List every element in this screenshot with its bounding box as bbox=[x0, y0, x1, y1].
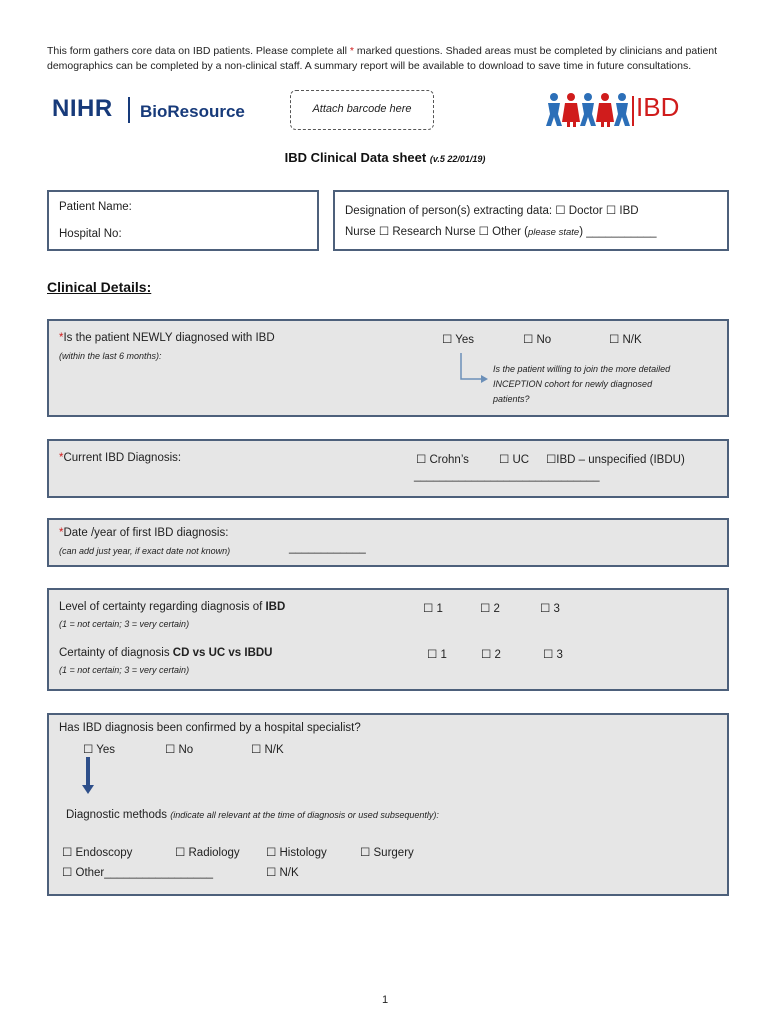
q4-level-3-checkbox[interactable]: ☐ 3 bbox=[540, 603, 560, 615]
intro-part1: This form gathers core data on IBD patients. Please complete all bbox=[47, 45, 350, 57]
q1-followup-line3: patients? bbox=[493, 394, 530, 404]
intro-part2: marked questions. Shaded areas must be completed by clinicians and patient demographics can be completed by a non-clinical staff. A summary report will be available to download to save time in future consultations. bbox=[47, 45, 718, 72]
q5-yes-checkbox[interactable]: ☐ Yes bbox=[83, 744, 116, 756]
q5-nk-checkbox[interactable]: ☐ N/K bbox=[251, 744, 284, 756]
barcode-placeholder: Attach barcode here bbox=[290, 90, 434, 130]
title-main: IBD Clinical Data sheet bbox=[284, 150, 427, 165]
q4-level-sub: (1 = not certain; 3 = very certain) bbox=[59, 619, 190, 629]
page-title bbox=[0, 150, 770, 165]
q4-cert-3-checkbox[interactable]: ☐ 3 bbox=[543, 649, 563, 661]
required-star: * bbox=[349, 45, 354, 57]
q4-cert-label-a: Certainty of diagnosis bbox=[59, 647, 173, 659]
q4-cert-1-checkbox[interactable]: ☐ 1 bbox=[427, 649, 447, 661]
designation-line2-b: ) ___________ bbox=[579, 226, 657, 238]
q4-level-label bbox=[59, 601, 285, 613]
q4-certainty-label bbox=[59, 647, 273, 659]
title-version: (v.5 22/01/19) bbox=[429, 154, 486, 164]
required-star: * bbox=[59, 332, 64, 344]
intro-text bbox=[47, 44, 727, 74]
method-surgery-checkbox[interactable]: ☐ Surgery bbox=[360, 847, 414, 859]
designation-line2[interactable] bbox=[345, 224, 657, 238]
arrow-down-icon bbox=[82, 757, 94, 795]
ibd-people-logo bbox=[544, 90, 724, 130]
designation-line2-a: Nurse ☐ Research Nurse ☐ Other ( bbox=[345, 226, 528, 238]
person-figure-icon bbox=[546, 93, 562, 126]
method-histology-checkbox[interactable]: ☐ Histology bbox=[266, 847, 327, 859]
person-figure-icon bbox=[596, 93, 614, 127]
q5-methods-label-text: Diagnostic methods bbox=[66, 809, 171, 821]
q1-followup-line2: INCEPTION cohort for newly diagnosed bbox=[493, 379, 653, 389]
q4-level-label-a: Level of certainty regarding diagnosis of bbox=[59, 601, 266, 613]
q3-date-field[interactable]: ____________ bbox=[289, 542, 366, 554]
bioresource-logo-text: BioResource bbox=[140, 102, 245, 121]
method-radiology-checkbox[interactable]: ☐ Radiology bbox=[175, 847, 240, 859]
required-star: * bbox=[59, 452, 64, 464]
q1-yes-checkbox[interactable]: ☐ Yes bbox=[442, 334, 475, 346]
question-specialist-confirmed-box bbox=[47, 713, 729, 896]
q4-cert-label-b: CD vs UC vs IBDU bbox=[172, 647, 273, 659]
q5-no-checkbox[interactable]: ☐ No bbox=[165, 744, 194, 756]
designation-line1[interactable]: Designation of person(s) extracting data: ☐ Doctor ☐ IBD bbox=[345, 205, 639, 217]
q4-level-2-checkbox[interactable]: ☐ 2 bbox=[480, 603, 500, 615]
q1-no-checkbox[interactable]: ☐ No bbox=[523, 334, 552, 346]
patient-info-box bbox=[47, 190, 319, 251]
question-certainty-box bbox=[47, 588, 729, 691]
logo-divider bbox=[128, 97, 130, 123]
person-figure-icon bbox=[614, 93, 630, 126]
q4-cert-2-checkbox[interactable]: ☐ 2 bbox=[481, 649, 501, 661]
q5-label: Has IBD diagnosis been confirmed by a hospital specialist? bbox=[59, 722, 361, 734]
q1-label bbox=[59, 332, 275, 344]
q1-sub: (within the last 6 months): bbox=[59, 351, 162, 361]
patient-name-label: Patient Name: bbox=[59, 201, 132, 213]
person-figure-icon bbox=[562, 93, 580, 127]
question-current-diagnosis-box bbox=[47, 439, 729, 498]
q4-level-label-b: IBD bbox=[265, 601, 286, 613]
designation-line2-italic: please state bbox=[527, 227, 580, 238]
q2-crohns-checkbox[interactable]: ☐ Crohn’s bbox=[416, 454, 469, 466]
q3-label-text: Date /year of first IBD diagnosis: bbox=[63, 527, 229, 539]
q5-methods-sub: (indicate all relevant at the time of diagnosis or used subsequently): bbox=[170, 810, 439, 820]
required-star: * bbox=[59, 527, 64, 539]
q2-ibdu-checkbox[interactable]: ☐IBD – unspecified (IBDU) bbox=[546, 454, 685, 466]
q2-uc-checkbox[interactable]: ☐ UC bbox=[499, 454, 530, 466]
question-newly-diagnosed-box bbox=[47, 319, 729, 417]
q1-label-text: Is the patient NEWLY diagnosed with IBD bbox=[63, 332, 275, 344]
q2-label bbox=[59, 452, 181, 464]
person-figure-icon bbox=[580, 93, 596, 126]
page-number: 1 bbox=[381, 994, 389, 1006]
q4-certainty-sub: (1 = not certain; 3 = very certain) bbox=[59, 665, 190, 675]
arrow-right-icon bbox=[457, 351, 493, 387]
q1-followup-line1: Is the patient willing to join the more detailed bbox=[493, 364, 671, 374]
hospital-number-label: Hospital No: bbox=[59, 228, 122, 240]
q1-nk-checkbox[interactable]: ☐ N/K bbox=[609, 334, 642, 346]
q3-label bbox=[59, 527, 228, 539]
q2-blank-line[interactable]: _____________________________ bbox=[414, 470, 600, 482]
q2-label-text: Current IBD Diagnosis: bbox=[63, 452, 182, 464]
nihr-logo-text: NIHR bbox=[52, 95, 113, 122]
section-title: Clinical Details: bbox=[47, 279, 152, 295]
ibd-logo-text: IBD bbox=[636, 92, 680, 122]
method-other-checkbox[interactable]: ☐ Other_________________ bbox=[62, 867, 213, 879]
method-endoscopy-checkbox[interactable]: ☐ Endoscopy bbox=[62, 847, 133, 859]
q5-methods-label bbox=[66, 809, 439, 821]
question-date-diagnosis-box bbox=[47, 518, 729, 567]
designation-box bbox=[333, 190, 729, 251]
q4-level-1-checkbox[interactable]: ☐ 1 bbox=[423, 603, 443, 615]
method-nk-checkbox[interactable]: ☐ N/K bbox=[266, 867, 299, 879]
q3-sub: (can add just year, if exact date not known) bbox=[59, 546, 231, 556]
